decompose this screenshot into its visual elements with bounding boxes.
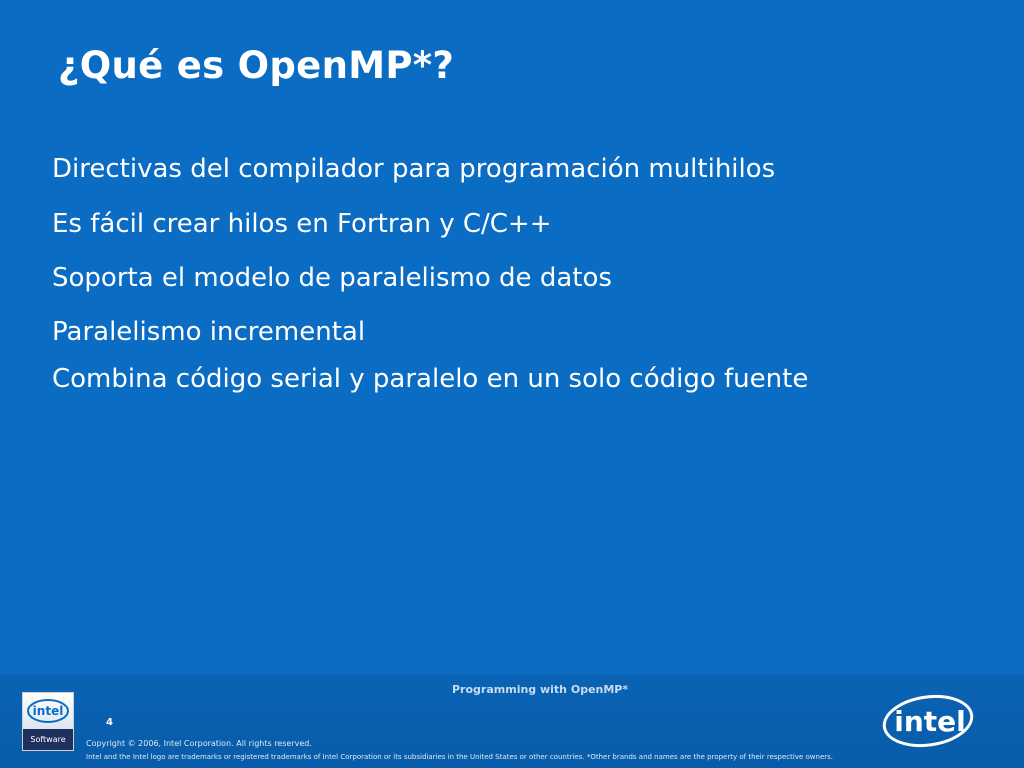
slide-title: ¿Qué es OpenMP*? xyxy=(58,44,455,87)
intel-badge-logo-icon xyxy=(23,693,73,729)
bullet-item: Directivas del compilador para programación multihilos xyxy=(52,154,776,184)
bullet-item: Combina código serial y paralelo en un solo código fuente xyxy=(52,364,809,394)
intel-logo-icon xyxy=(880,690,980,752)
bullet-list xyxy=(52,152,808,396)
bullet-item: Es fácil crear hilos en Fortran y C/C++ xyxy=(52,209,552,239)
legal-text: Intel and the Intel logo are trademarks or registered trademarks of Intel Corporation or its subsidiaries in the United States or other countries. *Other brands and names are the property of their respective owners. xyxy=(86,753,834,761)
page-number: 4 xyxy=(106,717,113,728)
intel-software-badge xyxy=(22,692,74,751)
bullet-item: Paralelismo incremental xyxy=(52,317,366,347)
bullet-item: Soporta el modelo de paralelismo de datos xyxy=(52,263,612,293)
intel-logo-text: intel xyxy=(894,705,966,738)
copyright-text: Copyright © 2006, Intel Corporation. All rights reserved. xyxy=(86,739,312,748)
badge-logo-text: intel xyxy=(32,704,64,718)
badge-label: Software xyxy=(23,729,73,750)
footer-title: Programming with OpenMP* xyxy=(452,683,629,696)
badge-logo-area xyxy=(23,693,73,729)
